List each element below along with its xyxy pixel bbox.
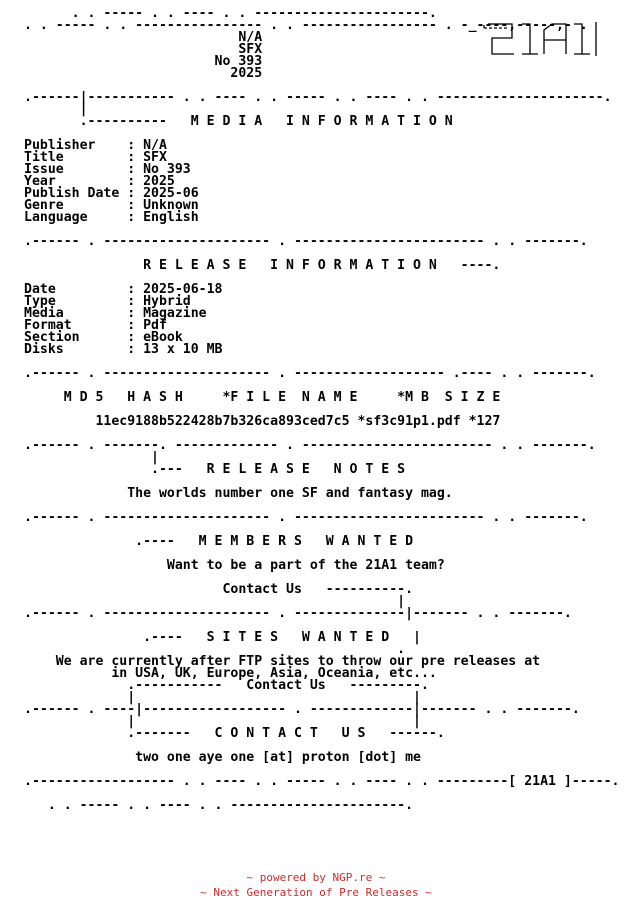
nfo-line: Language : English	[24, 210, 199, 225]
nfo-line: The worlds number one SF and fantasy mag.	[24, 486, 453, 501]
nfo-line: Contact Us ----------.	[24, 582, 414, 597]
nfo-line: | |	[24, 714, 421, 729]
nfo-line: R E L E A S E I N F O R M A T I O N ----.	[24, 258, 501, 273]
nfo-line: SFX	[24, 42, 263, 57]
nfo-line: N/A	[24, 30, 263, 45]
nfo-line: Media : Magazine	[24, 306, 207, 321]
nfo-line: 2025	[24, 66, 263, 81]
nfo-line: Format : Pdf	[24, 318, 167, 333]
nfo-line: .----------- Contact Us ---------.	[24, 678, 429, 693]
nfo-line: in USA, UK, Europe, Asia, Oceania, etc...	[24, 666, 437, 681]
nfo-line: Genre : Unknown	[24, 198, 199, 213]
nfo-line: .------ . --------------------- . ------------------------ . . -------.	[24, 234, 588, 249]
nfo-line: two one aye one [at] proton [dot] me	[24, 750, 421, 765]
nfo-line: Disks : 13 x 10 MB	[24, 342, 223, 357]
nfo-line: Date : 2025-06-18	[24, 282, 223, 297]
nfo-line: .	[24, 642, 406, 657]
nfo-line: Title : SFX	[24, 150, 167, 165]
nfo-line: 11ec9188b522428b7b326ca893ced7c5 *sf3c91p1.pdf *127	[24, 414, 501, 429]
nfo-line: |	[24, 594, 406, 609]
nfo-line: | |	[24, 690, 421, 705]
nfo-line: .---- S I T E S W A N T E D |	[24, 630, 421, 645]
nfo-line: .------ . --------------------- . ------------------- .---- . . -------.	[24, 366, 596, 381]
nfo-line: .---- M E M B E R S W A N T E D	[24, 534, 414, 549]
nfo-line: .------|----------- . . ---- . . ----- . . ---- . . ---------------------.	[24, 90, 612, 105]
nfo-line: Issue : No 393	[24, 162, 191, 177]
nfo-line: .--- R E L E A S E N O T E S	[24, 462, 406, 477]
nfo-line: .------ . --------------------- . ------------------------ . . -------.	[24, 510, 588, 525]
nfo-line: Type : Hybrid	[24, 294, 191, 309]
nfo-document	[24, 8, 619, 812]
nfo-line: .------------------ . . ---- . . ----- . . ---- . . ---------[ 21A1 ]-----.	[24, 774, 620, 789]
nfo-line: .------ . ----|------------------ . -------------|------- . . -------.	[24, 702, 580, 717]
nfo-line: Publish Date : 2025-06	[24, 186, 199, 201]
nfo-line: Want to be a part of the 21A1 team?	[24, 558, 445, 573]
nfo-line: .---------- M E D I A I N F O R M A T I O N	[24, 114, 453, 129]
powered-by-footer: ~ powered by NGP.re ~	[246, 871, 386, 884]
nfo-line: . . ----- . . ---- . . ----------------------.	[24, 798, 469, 813]
nfo-line: We are currently after FTP sites to throw our pre releases at	[24, 654, 541, 669]
nfo-line: .------ . --------------------- . --------------|------- . . -------.	[24, 606, 572, 621]
nfo-line: . . ----- . . ---- . . ----------------------.	[24, 6, 493, 21]
nfo-line: . . ----- . . ---------------- . . ----------------- . -_----,-----,- .	[24, 18, 588, 33]
nfo-line: |	[24, 102, 88, 117]
nfo-line: Publisher : N/A	[24, 138, 167, 153]
nfo-line: Section : eBook	[24, 330, 183, 345]
nfo-line: |	[24, 450, 159, 465]
group-logo	[478, 16, 618, 64]
nfo-line: No 393	[24, 54, 263, 69]
nfo-line: Year : 2025	[24, 174, 175, 189]
nfo-line: M D 5 H A S H *F I L E N A M E *M B S I Z E	[24, 390, 501, 405]
tagline-footer: ~ Next Generation of Pre Releases ~	[200, 886, 432, 899]
nfo-line: .------ . -------. ------------- . ------------------------ . . -------.	[24, 438, 596, 453]
nfo-line: .------- C O N T A C T U S ------.	[24, 726, 445, 741]
